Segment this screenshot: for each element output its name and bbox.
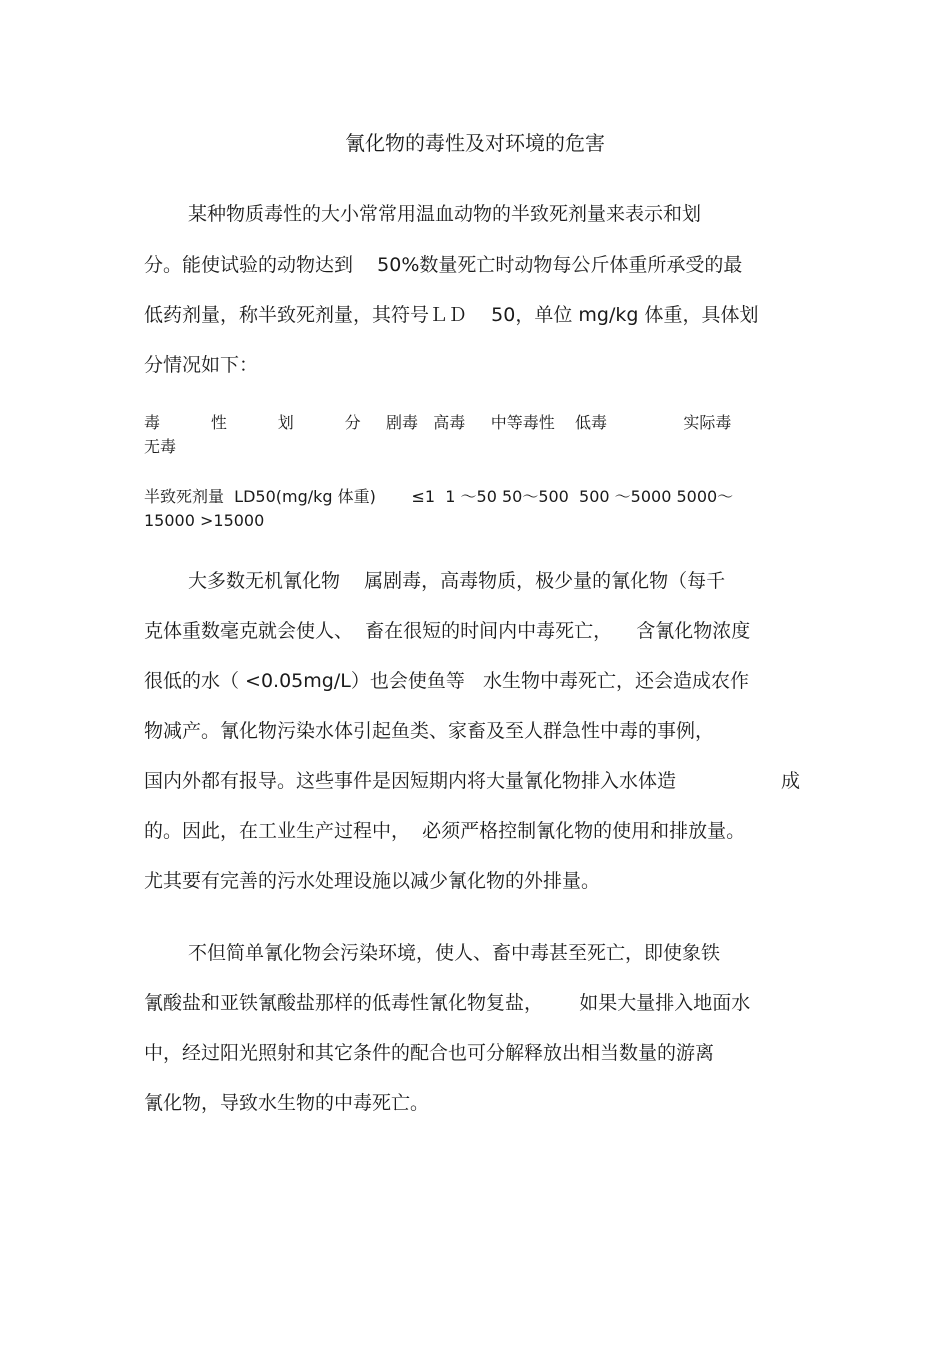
paragraph-3-line-1: 不但简单氰化物会污染环境，使人、畜中毒甚至死亡，即使象铁 [188,942,721,964]
document-title: 氰化物的毒性及对环境的危害 [345,131,605,155]
toxicity-table-values-line-2: 15000 >15000 [144,511,265,530]
paragraph-3-line-3: 中，经过阳光照射和其它条件的配合也可分解释放出相当数量的游离 [144,1042,715,1064]
paragraph-3-line-2: 氰酸盐和亚铁氰酸盐那样的低毒性氰化物复盐， 如果大量排入地面水 [144,992,751,1014]
toxicity-table-values-line-1: 半致死剂量 LD50(mg/kg 体重) ≤1 1 ～50 50～500 500 ～5000 5000～ [144,487,734,506]
paragraph-2-line-3: 很低的水（ <0.05mg/L）也会使鱼等 水生物中毒死亡，还会造成农作 [144,670,749,692]
toxicity-table-header-line-2: 无毒 [144,437,177,456]
paragraph-2-line-7: 尤其要有完善的污水处理设施以减少氰化物的外排量。 [144,870,601,892]
paragraph-1-line-3: 低药剂量，称半致死剂量，其符号ＬＤ 50，单位 mg/kg 体重，具体划 [144,304,759,326]
paragraph-2-line-6: 的。因此，在工业生产过程中， 必须严格控制氰化物的使用和排放量。 [144,820,746,842]
paragraph-1-line-2: 分。能使试验的动物达到 50%数量死亡时动物每公斤体重所承受的最 [144,254,743,276]
paragraph-1-line-1: 某种物质毒性的大小常常用温血动物的半致死剂量来表示和划 [188,203,702,225]
paragraph-1-line-4: 分情况如下： [144,354,259,376]
paragraph-2-line-4: 物减产。氰化物污染水体引起鱼类、家畜及至人群急性中毒的事例， [144,720,715,742]
paragraph-3-line-4: 氰化物，导致水生物的中毒死亡。 [144,1092,430,1114]
toxicity-table-header-line-1: 毒 性 划 分 剧毒 高毒 中等毒性 低毒 实际毒 [144,413,732,432]
paragraph-2-line-5-tail: 成 [781,770,801,792]
paragraph-2-line-1: 大多数无机氰化物 属剧毒，高毒物质，极少量的氰化物（每千 [188,570,726,592]
paragraph-2-line-5: 国内外都有报导。这些事件是因短期内将大量氰化物排入水体造 [144,770,677,792]
paragraph-2-line-2: 克体重数毫克就会使人、 畜在很短的时间内中毒死亡， 含氰化物浓度 [144,620,751,642]
